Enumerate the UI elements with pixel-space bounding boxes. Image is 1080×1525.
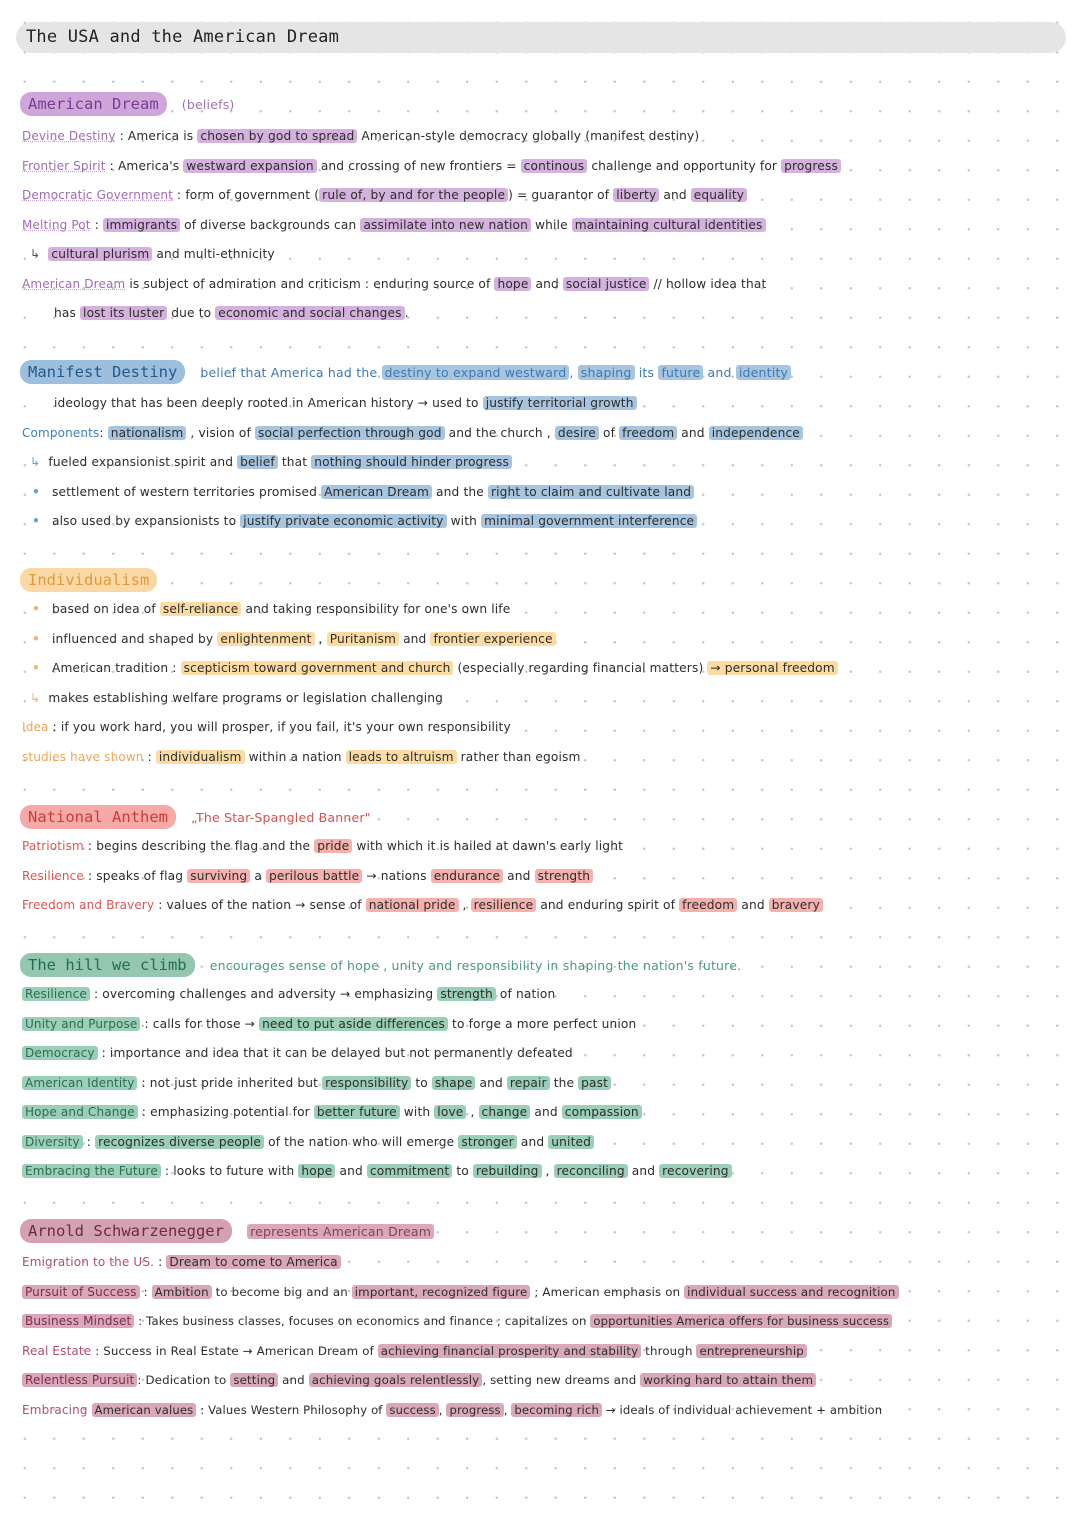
- highlight: social justice: [563, 277, 650, 291]
- highlight: strength: [535, 869, 594, 883]
- note-line: [22, 1399, 882, 1421]
- return-arrow-icon: ↳: [30, 455, 41, 469]
- highlight: shaping: [578, 365, 635, 380]
- note-text: also used by expansionists to: [51, 514, 237, 528]
- note-text: and the church ,: [448, 425, 551, 440]
- note-text: has: [54, 306, 76, 320]
- highlight: equality: [691, 188, 747, 202]
- note-line: [32, 481, 694, 503]
- term-label: Frontier Spirit: [22, 158, 106, 173]
- highlight: commitment: [367, 1164, 452, 1178]
- highlight: united: [548, 1135, 594, 1149]
- highlight: liberty: [613, 188, 659, 202]
- note-text: importance and idea that it can be delayed but not permanently defeated: [109, 1046, 573, 1060]
- note-text: ,: [438, 1402, 443, 1417]
- note-line: [22, 1281, 899, 1303]
- highlight: right to claim and cultivate land: [488, 485, 694, 499]
- note-text: and: [507, 868, 531, 883]
- note-text: American tradition :: [51, 661, 177, 675]
- separator: :: [94, 217, 99, 232]
- highlight: compassion: [562, 1105, 642, 1119]
- separator: :: [143, 1284, 148, 1299]
- term-label: Pursuit of Success: [22, 1285, 140, 1299]
- highlight: national pride: [366, 898, 459, 912]
- section-heading: The hill we climb: [20, 953, 195, 977]
- note-text: and: [339, 1164, 363, 1178]
- note-text: to forge a more perfect union: [452, 1016, 637, 1031]
- separator: :: [200, 1402, 205, 1417]
- bullet-icon: •: [32, 631, 40, 646]
- note-text: based on idea of: [51, 602, 156, 616]
- note-text: its: [638, 364, 655, 380]
- highlight: responsibility: [322, 1076, 411, 1090]
- highlight: progress: [446, 1403, 503, 1417]
- note-text: with: [403, 1105, 431, 1119]
- highlight: shape: [432, 1076, 476, 1090]
- note-text: ideology that has been deeply rooted in American history → used to: [54, 396, 479, 410]
- note-text: looks to future with: [173, 1164, 295, 1178]
- term-label: Emigration to the US.: [22, 1255, 155, 1269]
- term-label: studies have shown: [22, 749, 144, 764]
- bullet-icon: •: [32, 602, 40, 616]
- note-text: of diverse backgrounds can: [184, 217, 357, 232]
- separator: :: [99, 425, 104, 440]
- note-line: [22, 1131, 594, 1153]
- highlight: opportunities America offers for business success: [590, 1314, 892, 1328]
- highlight: American values: [92, 1403, 197, 1417]
- term-label: Components: [22, 425, 100, 440]
- separator: :: [119, 129, 124, 143]
- note-text: a: [254, 868, 262, 883]
- separator: :: [86, 1134, 92, 1149]
- term-label: Democracy: [22, 1046, 98, 1060]
- note-text: is subject of admiration and criticism : enduring source of: [129, 276, 491, 291]
- highlight: pride: [314, 839, 352, 853]
- separator: :: [177, 188, 182, 202]
- note-line: [22, 746, 581, 768]
- note-text: to: [456, 1164, 469, 1178]
- note-line: [30, 451, 512, 473]
- bullet-icon: •: [32, 661, 40, 675]
- section-heading: Manifest Destiny: [20, 360, 185, 384]
- note-text: and: [520, 1134, 545, 1149]
- note-text: and multi-ethnicity: [156, 247, 275, 261]
- highlight: progress: [781, 159, 841, 173]
- highlight: destiny to expand westward: [382, 365, 570, 380]
- term-label: Resilience: [22, 868, 84, 883]
- note-text: .: [404, 306, 409, 320]
- note-text: , vision of: [190, 425, 251, 440]
- highlight: desire: [555, 426, 599, 440]
- note-text: and: [663, 188, 687, 202]
- note-text: Values Western Philosophy of: [208, 1402, 383, 1417]
- return-arrow-icon: ↳: [30, 247, 41, 261]
- highlight: nothing should hinder progress: [311, 455, 512, 469]
- note-text: while: [535, 217, 568, 232]
- note-line: [22, 1101, 642, 1123]
- note-text: , setting new dreams and: [482, 1373, 637, 1387]
- highlight: justify private economic activity: [240, 514, 446, 528]
- highlight: frontier experience: [430, 632, 555, 646]
- section-subheading: represents American Dream: [247, 1224, 434, 1239]
- highlight: entrepreneurship: [696, 1344, 806, 1358]
- highlight: American Dream: [321, 485, 432, 499]
- highlight: setting: [230, 1373, 278, 1387]
- separator: :: [141, 1075, 146, 1090]
- note-text: ,: [569, 364, 574, 380]
- highlight: maintaining cultural identities: [572, 218, 766, 232]
- separator: :: [141, 1105, 147, 1119]
- note-text: → ideals of individual achievement + ambition: [605, 1402, 883, 1417]
- highlight: reconciling: [554, 1164, 628, 1178]
- note-line: [32, 510, 697, 532]
- highlight: love: [434, 1105, 466, 1119]
- separator: :: [164, 1164, 170, 1178]
- note-text: form of government (: [185, 188, 320, 202]
- highlight: justify territorial growth: [483, 396, 637, 410]
- note-text: America's: [117, 158, 180, 173]
- note-text: ,: [318, 631, 323, 646]
- section-heading: American Dream: [20, 92, 167, 116]
- note-text: and: [741, 898, 765, 912]
- highlight: identity: [736, 365, 791, 380]
- note-line: [22, 865, 593, 887]
- note-text: and: [535, 276, 559, 291]
- note-line: [30, 243, 275, 265]
- highlight: stronger: [458, 1135, 517, 1149]
- term-label: Embracing the Future: [22, 1164, 161, 1178]
- note-text: rather than egoism: [460, 749, 581, 764]
- note-text: American-style democracy globally (manifest destiny): [361, 129, 700, 143]
- note-text: if you work hard, you will prosper, if you fail, it's your own responsibility: [60, 720, 511, 734]
- note-text: due to: [171, 306, 212, 320]
- separator: :: [144, 1016, 149, 1031]
- highlight: endurance: [431, 869, 503, 883]
- highlight: scepticism toward government and church: [181, 661, 454, 675]
- note-text: Success in Real Estate → American Dream of: [103, 1343, 374, 1358]
- separator: :: [52, 720, 57, 734]
- highlight: Ambition: [152, 1285, 212, 1299]
- separator: :: [87, 868, 93, 883]
- section-heading-row: [20, 1219, 434, 1245]
- note-text: that: [281, 455, 308, 469]
- note-line: [22, 983, 555, 1005]
- note-text: challenge and opportunity for: [591, 158, 778, 173]
- note-text: (especially regarding financial matters): [457, 661, 704, 675]
- highlight: recovering: [659, 1164, 731, 1178]
- note-line: [32, 657, 838, 679]
- highlight: rule of, by and for the people: [319, 188, 508, 202]
- highlight: social perfection through god: [255, 426, 445, 440]
- term-label: American Dream: [22, 276, 126, 291]
- return-arrow-icon: ↳: [30, 690, 41, 705]
- highlight: bravery: [769, 898, 823, 912]
- highlight: past: [578, 1076, 611, 1090]
- note-text: with which it is hailed at dawn's early light: [356, 839, 623, 853]
- highlight: repair: [507, 1076, 550, 1090]
- note-text: ,: [545, 1164, 550, 1178]
- term-label: Embracing: [22, 1402, 88, 1417]
- note-line: [22, 1072, 611, 1094]
- note-text: settlement of western territories promised: [51, 484, 318, 499]
- highlight: economic and social changes: [215, 306, 404, 320]
- note-text: ,: [503, 1402, 508, 1417]
- note-text: speaks of flag: [96, 868, 184, 883]
- note-line: [22, 835, 623, 857]
- note-line: [30, 687, 443, 709]
- separator: :: [109, 158, 114, 173]
- note-line: [22, 894, 823, 916]
- note-text: emphasizing potential for: [150, 1105, 310, 1119]
- term-label: Resilience: [22, 987, 90, 1001]
- note-text: the: [553, 1075, 575, 1090]
- note-text: through: [645, 1343, 693, 1358]
- highlight: becoming rich: [511, 1403, 602, 1417]
- highlight: surviving: [187, 869, 250, 883]
- highlight: freedom: [679, 898, 737, 912]
- note-text: // hollow idea that: [653, 276, 767, 291]
- section-subheading: [200, 365, 791, 380]
- term-label: American Identity: [22, 1076, 137, 1090]
- separator: :: [138, 1314, 143, 1328]
- page-title: The USA and the American Dream: [26, 27, 340, 47]
- note-text: → nations: [366, 868, 427, 883]
- note-text: ,: [462, 898, 467, 912]
- section-subheading: „The Star-Spangled Banner": [191, 809, 371, 825]
- note-text: belief that America had the: [200, 364, 378, 380]
- term-label: Idea: [22, 720, 49, 734]
- note-text: to become big and an: [215, 1284, 348, 1299]
- separator: :: [101, 1046, 106, 1060]
- note-text: America is: [127, 129, 194, 143]
- highlight: freedom: [619, 426, 677, 440]
- highlight: achieving financial prosperity and stability: [378, 1344, 641, 1358]
- note-text: ) = guarantor of: [508, 188, 610, 202]
- term-label: Real Estate: [22, 1343, 92, 1358]
- highlight: strength: [437, 987, 496, 1001]
- highlight: achieving goals relentlessly: [309, 1373, 483, 1387]
- note-line: [22, 1251, 341, 1273]
- note-text: and taking responsibility for one's own life: [245, 602, 511, 616]
- note-text: Takes business classes, focuses on economics and finance ; capitalizes on: [146, 1314, 587, 1328]
- note-text: Dedication to: [145, 1373, 227, 1387]
- note-text: overcoming challenges and adversity → emphasizing: [102, 987, 434, 1001]
- highlight: hope: [494, 277, 531, 291]
- highlight: chosen by god to spread: [197, 129, 357, 143]
- term-label: Relentless Pursuit: [22, 1373, 137, 1387]
- note-line: [22, 1013, 636, 1035]
- highlight: minimal government interference: [481, 514, 697, 528]
- note-text: of the nation who will emerge: [268, 1134, 455, 1149]
- separator: :: [137, 1373, 142, 1387]
- note-line: [22, 273, 766, 295]
- highlight: change: [479, 1105, 531, 1119]
- note-line: [22, 1369, 816, 1391]
- separator: :: [93, 987, 99, 1001]
- highlight: working hard to attain them: [640, 1373, 816, 1387]
- highlight: self-reliance: [160, 602, 242, 616]
- section-subheading: (beliefs): [181, 96, 235, 112]
- term-label: Melting Pot: [22, 217, 91, 232]
- note-text: ,: [470, 1105, 475, 1119]
- note-text: and: [681, 425, 705, 440]
- highlight: → personal freedom: [707, 661, 837, 675]
- highlight: cultural plurism: [48, 247, 152, 261]
- note-text: calls for those →: [152, 1016, 256, 1031]
- bullet-icon: •: [32, 514, 40, 528]
- highlight: hope: [298, 1164, 335, 1178]
- note-text: and: [534, 1105, 558, 1119]
- highlight: Puritanism: [327, 632, 399, 646]
- term-label: Business Mindset: [22, 1314, 134, 1328]
- section-heading: Arnold Schwarzenegger: [20, 1219, 232, 1243]
- note-text: to: [415, 1075, 428, 1090]
- highlight: enlightenment: [217, 632, 314, 646]
- highlight: better future: [314, 1105, 400, 1119]
- highlight: continous: [521, 159, 588, 173]
- term-label: Devine Destiny: [22, 129, 116, 143]
- highlight: nationalism: [108, 426, 187, 440]
- highlight: assimilate into new nation: [360, 218, 531, 232]
- section-heading: Individualism: [20, 568, 157, 592]
- note-line: [22, 422, 803, 444]
- note-text: values of the nation → sense of: [166, 898, 362, 912]
- note-line: [22, 1042, 573, 1064]
- note-line: [22, 1310, 892, 1332]
- note-line: [22, 716, 511, 738]
- note-text: fueled expansionist spirit and: [48, 455, 234, 469]
- term-label: Freedom and Bravery: [22, 898, 155, 912]
- term-label: Unity and Purpose: [22, 1017, 140, 1031]
- note-text: and crossing of new frontiers =: [320, 158, 517, 173]
- highlight: future: [658, 365, 703, 380]
- note-line: [22, 214, 766, 236]
- highlight: leads to altruism: [346, 750, 457, 764]
- note-text: begins describing the flag and the: [96, 839, 311, 853]
- highlight: immigrants: [103, 218, 180, 232]
- note-text: and: [707, 364, 732, 380]
- highlight: success: [386, 1403, 438, 1417]
- section-subheading: encourages sense of hope , unity and responsibility in shaping the nation's future.: [209, 957, 742, 973]
- note-line: [22, 125, 699, 147]
- separator: :: [158, 1255, 163, 1269]
- separator: :: [147, 749, 152, 764]
- note-line: [22, 184, 747, 206]
- term-label: Hope and Change: [22, 1105, 138, 1119]
- separator: :: [158, 898, 163, 912]
- highlight: resilience: [471, 898, 537, 912]
- note-text: and: [403, 631, 427, 646]
- note-line: [54, 302, 409, 324]
- note-text: and: [631, 1164, 656, 1178]
- highlight: independence: [709, 426, 803, 440]
- bullet-icon: •: [32, 484, 40, 499]
- section-heading-row: [20, 568, 157, 594]
- note-text: of nation: [499, 987, 556, 1001]
- note-line: [22, 155, 841, 177]
- highlight: perilous battle: [266, 869, 362, 883]
- highlight: need to put aside differences: [259, 1017, 448, 1031]
- section-heading-row: [20, 92, 234, 118]
- separator: :: [87, 839, 93, 853]
- term-label: Diversity: [22, 1135, 83, 1149]
- highlight: rebuilding: [473, 1164, 542, 1178]
- note-text: ; American emphasis on: [534, 1284, 681, 1299]
- highlight: belief: [237, 455, 278, 469]
- page-title-bar: [16, 22, 1066, 53]
- note-text: of: [602, 425, 616, 440]
- note-line: [22, 1340, 807, 1362]
- section-heading-row: [20, 805, 371, 831]
- note-text: and: [479, 1075, 503, 1090]
- note-text: and the: [436, 484, 484, 499]
- note-text: with: [450, 514, 478, 528]
- highlight: individualism: [156, 750, 245, 764]
- highlight: lost its luster: [80, 306, 167, 320]
- section-heading-row: [20, 953, 741, 979]
- note-line: [32, 598, 510, 620]
- highlight: important, recognized figure: [352, 1285, 531, 1299]
- note-line: [32, 628, 556, 650]
- note-text: within a nation: [248, 749, 342, 764]
- note-text: makes establishing welfare programs or legislation challenging: [48, 690, 444, 705]
- highlight: westward expansion: [183, 159, 316, 173]
- section-heading-row: [20, 360, 791, 386]
- note-line: [54, 392, 637, 414]
- note-text: and enduring spirit of: [540, 898, 676, 912]
- note-text: and: [282, 1373, 305, 1387]
- section-heading: National Anthem: [20, 805, 176, 829]
- note-text: influenced and shaped by: [51, 631, 214, 646]
- term-label: Patriotism: [22, 839, 84, 853]
- term-label: Democratic Government: [22, 188, 173, 202]
- note-line: [22, 1160, 732, 1182]
- separator: :: [95, 1343, 100, 1358]
- note-text: not just pride inherited but: [149, 1075, 319, 1090]
- highlight: individual success and recognition: [684, 1285, 898, 1299]
- highlight: recognizes diverse people: [95, 1135, 264, 1149]
- highlight: Dream to come to America: [166, 1255, 340, 1269]
